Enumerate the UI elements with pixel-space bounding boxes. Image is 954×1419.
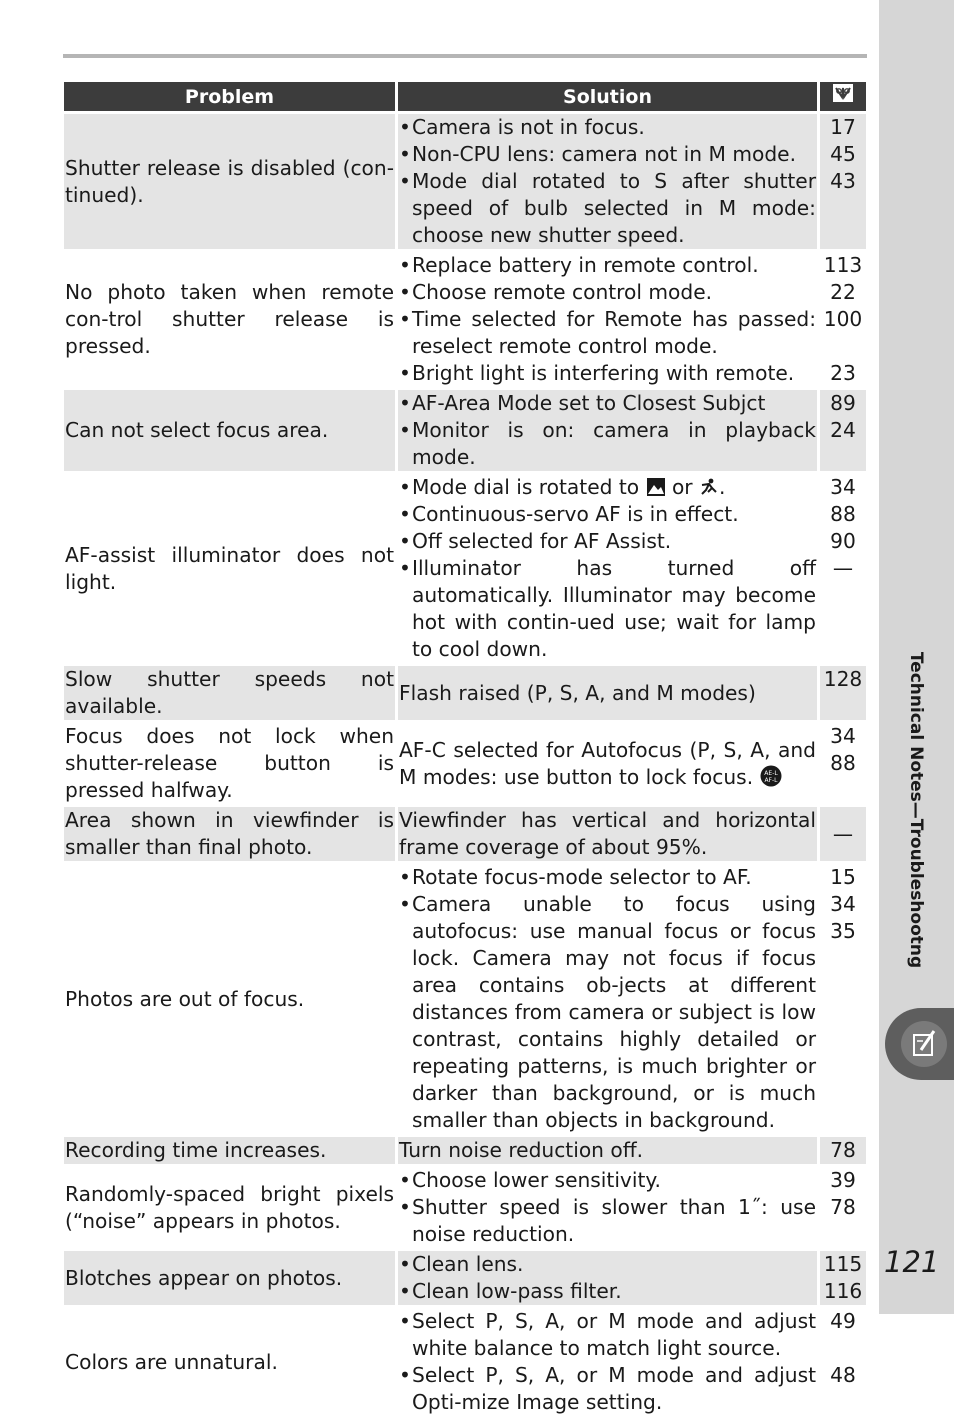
page-ref [820, 333, 866, 360]
problem-cell: Randomly-spaced bright pixels (“noise” appears in photos. [64, 1167, 395, 1248]
problem-cell: Area shown in viewfinder is smaller than final photo. [65, 808, 394, 859]
page-ref: 100 [823, 307, 863, 331]
problem-cell: Photos are out of focus. [64, 864, 395, 1134]
solution-item: • Camera unable to focus using autofocus: use manual focus or focus lock. Camera may not focus if focus area contains ob-jects at different distances from camera or subject is low contrast, contains highly detailed or repeating patterns, is much brighter or darker than background, or is much smaller than objects in background. [399, 891, 816, 1134]
page-ref: 34 [830, 475, 856, 499]
page-ref: 128 [823, 667, 863, 691]
solution-cell [398, 114, 817, 249]
table-row [64, 1137, 866, 1164]
solution-item: • Camera is not in focus. [399, 114, 816, 141]
solution-text: AF-C selected for Autofocus (P, S, A, and M modes: use button to lock focus. [399, 737, 816, 789]
solution-item: • Shutter speed is slower than 1˝: use noise reduction. [399, 1194, 816, 1248]
header-problem: Problem [64, 82, 395, 111]
page-ref: 90 [830, 529, 856, 553]
solution-cell [398, 252, 817, 387]
or-text: or [671, 475, 693, 499]
svg-text:AE-L: AE-L [763, 769, 778, 777]
table-row [64, 114, 866, 249]
solution-cell: Turn noise reduction off. [398, 1137, 817, 1164]
page-cell [820, 474, 866, 663]
page-cell [820, 666, 866, 720]
table-row [64, 1167, 866, 1248]
page-ref: 24 [830, 418, 856, 442]
problem-cell: Colors are unnatural. [64, 1308, 395, 1416]
table-row [64, 390, 866, 471]
solution-cell [398, 864, 817, 1134]
side-tab-title: Technical Notes—Troubleshootng [906, 651, 926, 969]
page-cell [820, 114, 866, 249]
problem-cell: Blotches appear on photos. [64, 1251, 395, 1305]
solution-item: • Select P, S, A, or M mode and adjust white balance to match light source. [399, 1308, 816, 1362]
table-row [64, 723, 866, 804]
page-ref: 35 [830, 919, 856, 943]
solution-item: • Non-CPU lens: camera not in M mode. [399, 141, 816, 168]
page-ref: 113 [823, 253, 863, 277]
header-solution: Solution [398, 82, 817, 111]
solution-item: • Illuminator has turned off automatically. Illuminator may become hot with contin-ued use; wait for lamp to cool down. [399, 555, 816, 663]
troubleshooting-table [61, 79, 869, 1419]
page-cell [820, 723, 866, 804]
page-ref: 39 [830, 1168, 856, 1192]
solution-item: • Clean lens. [399, 1251, 816, 1278]
table-row [64, 666, 866, 720]
solution-item: • Choose remote control mode. [399, 279, 816, 306]
solution-cell [398, 1251, 817, 1305]
solution-item: • Select P, S, A, or M mode and adjust Opti-mize Image setting. [399, 1362, 816, 1416]
solution-text: Mode dial is rotated to [412, 475, 640, 499]
solution-cell [398, 390, 817, 471]
page-ref: 48 [830, 1363, 856, 1387]
problem-cell: AF-assist illuminator does not light. [64, 474, 395, 663]
page-cell [820, 390, 866, 471]
page-cell [820, 1308, 866, 1416]
solution-item: • Mode dial is rotated to or . [399, 474, 816, 501]
ae-af-lock-button-icon [760, 765, 782, 787]
page-reference-icon [820, 82, 866, 111]
page-ref: 43 [830, 169, 856, 193]
solution-item: • Bright light is interfering with remote. [399, 360, 816, 387]
problem-cell: Focus does not lock when shutter-release button is pressed halfway. [65, 724, 394, 802]
page-ref: 49 [830, 1309, 856, 1333]
solution-item: • Clean low-pass filter. [399, 1278, 816, 1305]
page-ref: 116 [823, 1279, 863, 1303]
solution-item: • Choose lower sensitivity. [399, 1167, 816, 1194]
page-cell [820, 807, 866, 861]
page-ref: 78 [830, 1138, 856, 1162]
page-ref: 22 [830, 280, 856, 304]
page-cell [820, 252, 866, 387]
solution-cell [398, 474, 817, 663]
problem-cell: Recording time increases. [64, 1137, 395, 1164]
solution-item: • Replace battery in remote control. [399, 252, 816, 279]
technical-notes-icon-badge [901, 1021, 947, 1067]
pencil-note-icon [901, 1021, 947, 1067]
problem-cell: Shutter release is disabled (con-tinued). [64, 114, 395, 249]
solution-item: • Rotate focus-mode selector to AF. [399, 864, 816, 891]
page-cell [820, 1251, 866, 1305]
page-ref: 15 [830, 865, 856, 889]
page-cell [820, 1137, 866, 1164]
solution-cell: Viewfinder has vertical and horizontal frame coverage of about 95%. [399, 808, 816, 859]
problem-cell: Slow shutter speeds not available. [65, 667, 394, 718]
solution-item: • Continuous-servo AF is in effect. [399, 501, 816, 528]
top-rule [63, 54, 867, 58]
solution-item: • Mode dial rotated to S after shutter speed of bulb selected in M mode: choose new shutter speed. [399, 168, 816, 249]
page-ref: 115 [823, 1252, 863, 1276]
solution-cell [398, 1308, 817, 1416]
table-row [64, 1251, 866, 1305]
solution-cell [398, 1167, 817, 1248]
solution-cell [398, 723, 817, 804]
page-ref: 88 [830, 502, 856, 526]
sports-mode-icon [699, 477, 719, 497]
page-ref [820, 1335, 866, 1362]
page-cell [820, 1167, 866, 1248]
page-ref: 45 [830, 142, 856, 166]
page-ref: 34 [830, 724, 856, 748]
page-ref: 23 [830, 361, 856, 385]
table-row [64, 864, 866, 1134]
problem-cell: Can not select focus area. [64, 390, 395, 471]
problem-cell: No photo taken when remote con-trol shutter release is pressed. [64, 252, 395, 387]
table-row [64, 252, 866, 387]
solution-item: • AF-Area Mode set to Closest Subjct [399, 390, 816, 417]
table-header-row [64, 82, 866, 111]
solution-cell: Flash raised (P, S, A, and M modes) [398, 666, 817, 720]
svg-text:AF-L: AF-L [763, 776, 778, 784]
table-row [64, 474, 866, 663]
table-row [64, 807, 866, 861]
page-ref: 78 [830, 1195, 856, 1219]
table-row [64, 1308, 866, 1416]
solution-item: • Off selected for AF Assist. [399, 528, 816, 555]
page-ref: 17 [830, 115, 856, 139]
page-number: 121 [884, 1245, 940, 1279]
page-ref: 89 [830, 391, 856, 415]
page-ref: — [832, 556, 854, 580]
solution-item: • Time selected for Remote has passed: reselect remote control mode. [399, 306, 816, 360]
page-cell [820, 864, 866, 1134]
page-ref: — [832, 821, 854, 846]
page-ref: 88 [830, 751, 856, 775]
page-ref: 34 [830, 892, 856, 916]
solution-item: • Monitor is on: camera in playback mode. [399, 417, 816, 471]
landscape-mode-icon [646, 477, 666, 497]
